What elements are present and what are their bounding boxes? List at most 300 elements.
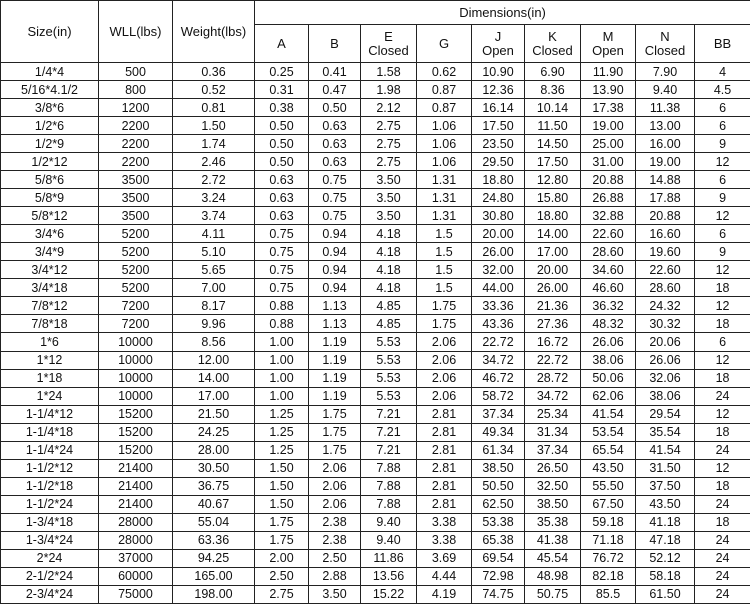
table-cell: 12 (695, 351, 750, 369)
table-cell: 27.36 (525, 315, 581, 333)
table-cell: 8.36 (525, 81, 581, 99)
table-cell: 59.18 (581, 513, 636, 531)
table-cell: 1*12 (1, 351, 99, 369)
table-cell: 49.34 (472, 423, 525, 441)
table-cell: 38.50 (472, 459, 525, 477)
table-cell: 2.06 (417, 387, 472, 405)
table-cell: 7/8*12 (1, 297, 99, 315)
table-cell: 6 (695, 171, 750, 189)
table-cell: 28.60 (581, 243, 636, 261)
table-cell: 7.21 (361, 405, 417, 423)
header-dim-qualifier: Closed (644, 42, 686, 58)
table-cell: 32.50 (525, 477, 581, 495)
table-row (1, 63, 750, 81)
header-dim-7 (636, 25, 695, 63)
table-cell: 7200 (99, 315, 173, 333)
table-cell: 24 (695, 495, 750, 513)
table-cell: 0.63 (255, 207, 309, 225)
table-cell: 24 (695, 567, 750, 585)
table-cell: 1/4*4 (1, 63, 99, 81)
table-cell: 37.50 (636, 477, 695, 495)
table-cell: 2.81 (417, 405, 472, 423)
table-cell: 1/2*12 (1, 153, 99, 171)
table-cell: 2.38 (309, 513, 361, 531)
table-cell: 1.00 (255, 351, 309, 369)
table-cell: 1.75 (309, 423, 361, 441)
table-cell: 2.72 (173, 171, 255, 189)
table-cell: 2*24 (1, 549, 99, 567)
table-cell: 43.36 (472, 315, 525, 333)
table-cell: 36.75 (173, 477, 255, 495)
table-cell: 35.38 (525, 513, 581, 531)
table-cell: 3500 (99, 171, 173, 189)
table-cell: 24 (695, 531, 750, 549)
table-cell: 2.75 (361, 117, 417, 135)
table-cell: 198.00 (173, 585, 255, 603)
table-cell: 2.50 (309, 549, 361, 567)
table-cell: 50.50 (472, 477, 525, 495)
table-row (1, 81, 750, 99)
header-dim-0 (255, 25, 309, 63)
table-cell: 1.98 (361, 81, 417, 99)
table-cell: 2.81 (417, 423, 472, 441)
table-cell: 19.00 (581, 117, 636, 135)
table-cell: 18 (695, 513, 750, 531)
table-cell: 2200 (99, 117, 173, 135)
table-cell: 0.63 (309, 153, 361, 171)
table-row (1, 567, 750, 585)
table-cell: 38.50 (525, 495, 581, 513)
table-cell: 1.19 (309, 369, 361, 387)
table-row (1, 207, 750, 225)
table-cell: 12 (695, 297, 750, 315)
table-cell: 8.56 (173, 333, 255, 351)
table-row (1, 117, 750, 135)
table-cell: 29.54 (636, 405, 695, 423)
table-row (1, 135, 750, 153)
table-cell: 82.18 (581, 567, 636, 585)
table-row (1, 315, 750, 333)
table-cell: 7.21 (361, 441, 417, 459)
table-cell: 1*24 (1, 387, 99, 405)
table-cell: 1200 (99, 99, 173, 117)
table-cell: 3.50 (361, 189, 417, 207)
table-cell: 31.34 (525, 423, 581, 441)
table-cell: 0.75 (255, 279, 309, 297)
table-row (1, 171, 750, 189)
table-cell: 1-1/4*18 (1, 423, 99, 441)
table-cell: 0.75 (255, 243, 309, 261)
table-cell: 1.5 (417, 261, 472, 279)
table-cell: 9.40 (636, 81, 695, 99)
table-cell: 30.80 (472, 207, 525, 225)
header-dim-qualifier: Closed (368, 42, 409, 58)
table-cell: 10.90 (472, 63, 525, 81)
table-cell: 1.5 (417, 279, 472, 297)
table-row (1, 279, 750, 297)
header-dim-letter: G (438, 35, 450, 51)
table-cell: 38.06 (636, 387, 695, 405)
table-cell: 2.06 (309, 477, 361, 495)
table-row (1, 333, 750, 351)
table-cell: 1.58 (361, 63, 417, 81)
table-cell: 1.06 (417, 135, 472, 153)
table-cell: 2.81 (417, 441, 472, 459)
table-cell: 38.06 (581, 351, 636, 369)
table-cell: 10000 (99, 369, 173, 387)
table-cell: 2.46 (173, 153, 255, 171)
header-size: Size(in) (1, 1, 99, 63)
table-row (1, 585, 750, 603)
table-cell: 0.87 (417, 81, 472, 99)
table-cell: 4 (695, 63, 750, 81)
table-cell: 2.81 (417, 477, 472, 495)
table-cell: 165.00 (173, 567, 255, 585)
table-cell: 18 (695, 315, 750, 333)
table-cell: 29.50 (472, 153, 525, 171)
table-cell: 26.06 (581, 333, 636, 351)
table-cell: 2.00 (255, 549, 309, 567)
table-cell: 1-3/4*24 (1, 531, 99, 549)
table-cell: 5.10 (173, 243, 255, 261)
table-cell: 22.60 (636, 261, 695, 279)
table-cell: 6 (695, 117, 750, 135)
table-cell: 0.75 (309, 171, 361, 189)
table-cell: 14.50 (525, 135, 581, 153)
table-cell: 61.34 (472, 441, 525, 459)
table-cell: 1.75 (417, 297, 472, 315)
table-cell: 6 (695, 333, 750, 351)
table-cell: 30.32 (636, 315, 695, 333)
table-cell: 14.88 (636, 171, 695, 189)
table-cell: 4.11 (173, 225, 255, 243)
table-cell: 67.50 (581, 495, 636, 513)
table-cell: 7200 (99, 297, 173, 315)
table-cell: 20.88 (581, 171, 636, 189)
table-cell: 1.75 (309, 405, 361, 423)
table-cell: 28.60 (636, 279, 695, 297)
table-cell: 0.75 (255, 225, 309, 243)
table-cell: 21400 (99, 459, 173, 477)
table-cell: 1.00 (255, 369, 309, 387)
table-cell: 3.50 (361, 171, 417, 189)
table-cell: 7/8*18 (1, 315, 99, 333)
table-cell: 41.18 (636, 513, 695, 531)
table-cell: 1/2*9 (1, 135, 99, 153)
header-dim-8 (695, 25, 750, 63)
table-cell: 6 (695, 225, 750, 243)
table-cell: 21400 (99, 495, 173, 513)
table-cell: 71.18 (581, 531, 636, 549)
table-cell: 6.90 (525, 63, 581, 81)
table-cell: 3.50 (361, 207, 417, 225)
table-row (1, 387, 750, 405)
table-cell: 24 (695, 549, 750, 567)
table-row (1, 369, 750, 387)
table-cell: 0.50 (255, 117, 309, 135)
table-cell: 0.87 (417, 99, 472, 117)
header-dim-letter: A (277, 35, 286, 51)
table-cell: 4.85 (361, 297, 417, 315)
table-cell: 17.38 (581, 99, 636, 117)
table-cell: 17.88 (636, 189, 695, 207)
header-dim-3 (417, 25, 472, 63)
table-cell: 12 (695, 459, 750, 477)
table-cell: 17.00 (525, 243, 581, 261)
table-cell: 2.06 (417, 333, 472, 351)
table-cell: 11.90 (581, 63, 636, 81)
table-cell: 35.54 (636, 423, 695, 441)
table-row (1, 225, 750, 243)
table-cell: 10000 (99, 387, 173, 405)
table-cell: 5/8*12 (1, 207, 99, 225)
table-row (1, 189, 750, 207)
table-cell: 14.00 (525, 225, 581, 243)
table-cell: 16.60 (636, 225, 695, 243)
table-cell: 24 (695, 387, 750, 405)
table-cell: 0.36 (173, 63, 255, 81)
table-cell: 4.18 (361, 225, 417, 243)
header-wll: WLL(lbs) (99, 1, 173, 63)
table-cell: 12.36 (472, 81, 525, 99)
table-cell: 1.50 (255, 495, 309, 513)
table-row (1, 261, 750, 279)
table-cell: 7.88 (361, 459, 417, 477)
table-cell: 25.34 (525, 405, 581, 423)
table-cell: 50.06 (581, 369, 636, 387)
table-cell: 40.67 (173, 495, 255, 513)
table-cell: 3/4*6 (1, 225, 99, 243)
table-cell: 5.53 (361, 387, 417, 405)
table-cell: 1.13 (309, 315, 361, 333)
table-cell: 22.72 (472, 333, 525, 351)
table-cell: 65.38 (472, 531, 525, 549)
header-dim-qualifier: Closed (532, 42, 573, 58)
table-cell: 15.22 (361, 585, 417, 603)
table-cell: 1.5 (417, 243, 472, 261)
table-cell: 2200 (99, 135, 173, 153)
table-cell: 62.06 (581, 387, 636, 405)
table-cell: 65.54 (581, 441, 636, 459)
table-cell: 5.53 (361, 333, 417, 351)
table-cell: 2.06 (309, 495, 361, 513)
table-cell: 1-1/4*12 (1, 405, 99, 423)
table-cell: 24 (695, 441, 750, 459)
table-cell: 52.12 (636, 549, 695, 567)
table-cell: 2.88 (309, 567, 361, 585)
table-row (1, 423, 750, 441)
table-cell: 1/2*6 (1, 117, 99, 135)
table-cell: 24.25 (173, 423, 255, 441)
table-cell: 31.00 (581, 153, 636, 171)
table-cell: 1.00 (255, 333, 309, 351)
table-cell: 5200 (99, 225, 173, 243)
table-cell: 72.98 (472, 567, 525, 585)
table-cell: 26.00 (472, 243, 525, 261)
table-cell: 63.36 (173, 531, 255, 549)
table-cell: 3/4*18 (1, 279, 99, 297)
table-cell: 17.00 (173, 387, 255, 405)
header-dim-1 (309, 25, 361, 63)
table-cell: 1.75 (255, 531, 309, 549)
table-cell: 18.80 (525, 207, 581, 225)
table-cell: 31.50 (636, 459, 695, 477)
table-cell: 9 (695, 189, 750, 207)
table-cell: 2.06 (417, 351, 472, 369)
table-cell: 19.60 (636, 243, 695, 261)
table-row (1, 153, 750, 171)
table-cell: 13.56 (361, 567, 417, 585)
table-cell: 2.75 (361, 135, 417, 153)
table-cell: 1-1/4*24 (1, 441, 99, 459)
table-cell: 12.80 (525, 171, 581, 189)
table-cell: 28.72 (525, 369, 581, 387)
table-cell: 1.74 (173, 135, 255, 153)
table-cell: 85.5 (581, 585, 636, 603)
table-cell: 7.21 (361, 423, 417, 441)
table-cell: 2.81 (417, 459, 472, 477)
table-cell: 0.88 (255, 315, 309, 333)
table-cell: 3/4*12 (1, 261, 99, 279)
table-cell: 0.41 (309, 63, 361, 81)
table-cell: 2.50 (255, 567, 309, 585)
table-cell: 41.54 (581, 405, 636, 423)
table-cell: 44.00 (472, 279, 525, 297)
table-cell: 3.24 (173, 189, 255, 207)
table-cell: 18 (695, 477, 750, 495)
table-row (1, 495, 750, 513)
table-cell: 15.80 (525, 189, 581, 207)
table-cell: 4.5 (695, 81, 750, 99)
table-cell: 7.88 (361, 477, 417, 495)
table-cell: 0.81 (173, 99, 255, 117)
table-cell: 0.50 (255, 135, 309, 153)
table-cell: 48.32 (581, 315, 636, 333)
header-dim-2 (361, 25, 417, 63)
table-cell: 9.96 (173, 315, 255, 333)
table-cell: 0.50 (309, 99, 361, 117)
table-cell: 7.00 (173, 279, 255, 297)
table-cell: 5.65 (173, 261, 255, 279)
table-cell: 32.88 (581, 207, 636, 225)
table-cell: 3.50 (309, 585, 361, 603)
table-cell: 10.14 (525, 99, 581, 117)
table-cell: 36.32 (581, 297, 636, 315)
table-cell: 55.04 (173, 513, 255, 531)
table-cell: 1.75 (255, 513, 309, 531)
table-cell: 22.72 (525, 351, 581, 369)
table-cell: 20.00 (525, 261, 581, 279)
table-cell: 45.54 (525, 549, 581, 567)
table-cell: 1.00 (255, 387, 309, 405)
table-cell: 4.18 (361, 261, 417, 279)
table-cell: 3500 (99, 207, 173, 225)
header-dim-letter: N (660, 28, 670, 44)
table-cell: 1-1/2*12 (1, 459, 99, 477)
table-cell: 12.00 (173, 351, 255, 369)
table-cell: 24.80 (472, 189, 525, 207)
table-cell: 12 (695, 207, 750, 225)
table-cell: 3.38 (417, 531, 472, 549)
table-cell: 1.5 (417, 225, 472, 243)
table-cell: 34.72 (525, 387, 581, 405)
table-cell: 74.75 (472, 585, 525, 603)
table-row (1, 477, 750, 495)
table-cell: 43.50 (581, 459, 636, 477)
table-cell: 0.94 (309, 261, 361, 279)
table-header (1, 1, 750, 63)
table-cell: 1.25 (255, 405, 309, 423)
table-cell: 18 (695, 279, 750, 297)
table-row (1, 405, 750, 423)
table-cell: 9.40 (361, 531, 417, 549)
table-cell: 3500 (99, 189, 173, 207)
table-cell: 8.17 (173, 297, 255, 315)
table-row (1, 441, 750, 459)
table-cell: 1.31 (417, 207, 472, 225)
table-cell: 2-1/2*24 (1, 567, 99, 585)
table-cell: 1.31 (417, 171, 472, 189)
table-cell: 2.75 (255, 585, 309, 603)
table-cell: 26.06 (636, 351, 695, 369)
table-cell: 23.50 (472, 135, 525, 153)
table-cell: 12 (695, 261, 750, 279)
table-cell: 2.38 (309, 531, 361, 549)
table-cell: 0.94 (309, 225, 361, 243)
table-cell: 3.69 (417, 549, 472, 567)
table-cell: 76.72 (581, 549, 636, 567)
table-cell: 18 (695, 369, 750, 387)
table-cell: 0.94 (309, 279, 361, 297)
table-cell: 41.54 (636, 441, 695, 459)
table-cell: 0.62 (417, 63, 472, 81)
table-cell: 18 (695, 423, 750, 441)
table-cell: 11.86 (361, 549, 417, 567)
table-cell: 9.40 (361, 513, 417, 531)
table-row (1, 99, 750, 117)
table-cell: 60000 (99, 567, 173, 585)
table-cell: 32.06 (636, 369, 695, 387)
header-dim-letter: BB (713, 35, 732, 51)
table-cell: 0.50 (255, 153, 309, 171)
table-cell: 4.85 (361, 315, 417, 333)
table-cell: 17.50 (525, 153, 581, 171)
table-cell: 12 (695, 405, 750, 423)
header-dim-6 (581, 25, 636, 63)
table-cell: 16.72 (525, 333, 581, 351)
table-cell: 12 (695, 153, 750, 171)
table-cell: 28.00 (173, 441, 255, 459)
table-cell: 5/16*4.1/2 (1, 81, 99, 99)
table-cell: 94.25 (173, 549, 255, 567)
header-dim-letter: E (384, 28, 393, 44)
table-cell: 1.75 (309, 441, 361, 459)
table-cell: 0.63 (255, 171, 309, 189)
table-cell: 4.19 (417, 585, 472, 603)
table-cell: 47.18 (636, 531, 695, 549)
table-cell: 5200 (99, 279, 173, 297)
table-cell: 3/4*9 (1, 243, 99, 261)
table-cell: 5200 (99, 243, 173, 261)
table-cell: 62.50 (472, 495, 525, 513)
table-cell: 26.50 (525, 459, 581, 477)
table-cell: 26.00 (525, 279, 581, 297)
table-row (1, 549, 750, 567)
table-cell: 61.50 (636, 585, 695, 603)
table-cell: 24 (695, 585, 750, 603)
table-cell: 1.13 (309, 297, 361, 315)
table-cell: 15200 (99, 423, 173, 441)
